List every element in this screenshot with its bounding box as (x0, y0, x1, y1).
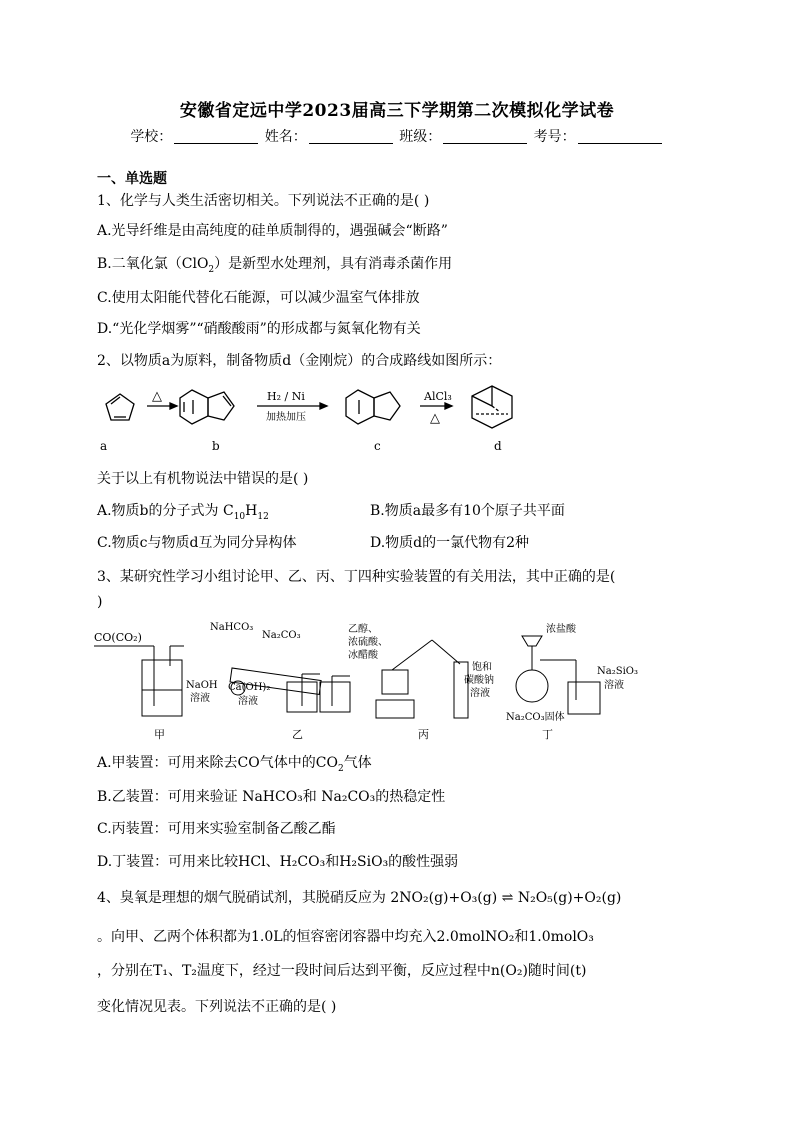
label-b: b (212, 439, 220, 453)
q4-line1: 4、臭氧是理想的烟气脱硝试剂，其脱硝反应为 2NO₂(g)+O₃(g) ⇌ N₂O₅(g)+O₂(g) (97, 890, 622, 906)
class-field[interactable] (443, 129, 527, 144)
q1b-sub: 2 (208, 264, 215, 275)
number-label: 考号： (533, 129, 576, 145)
cyclopentadiene-ring (106, 394, 134, 420)
jia-naoh: NaOH (186, 680, 218, 691)
q3a-pre: A.甲装置：可用来除去CO气体中的CO (97, 755, 338, 771)
q1b-pre: B.二氧化氯（ (97, 256, 182, 272)
yi-label: 乙 (292, 728, 303, 741)
bing-r3: 冰醋酸 (348, 650, 378, 661)
apparatus-figure (92, 616, 692, 744)
q1-stem: 1、化学与人类生活密切相关。下列说法不正确的是( ) (97, 193, 430, 209)
label-a: a (100, 439, 108, 453)
yi-na2co3: Na₂CO₃ (262, 630, 301, 641)
scheme-arrow3-cond: △ (430, 411, 440, 426)
yi-caoh: Ca(OH)₂ (228, 682, 271, 693)
school-field[interactable] (174, 129, 258, 144)
ding-na2sio3: Na₂SiO₃ (597, 666, 638, 677)
bing-bh2: 碳酸钠 (464, 675, 494, 686)
number-field[interactable] (578, 129, 662, 144)
q4-line4: 变化情况见表。下列说法不正确的是( ) (97, 999, 337, 1015)
label-d: d (494, 439, 502, 453)
name-label: 姓名： (264, 129, 307, 145)
scheme-arrow3-label: AlCl₃ (424, 390, 452, 403)
jia-bottle (142, 660, 182, 716)
jia-solution: 溶液 (190, 693, 210, 704)
yi-nahco3: NaHCO₃ (210, 622, 254, 633)
q3a-post: 气体 (343, 755, 372, 771)
q3a-sub: 2 (337, 763, 344, 774)
class-label: 班级： (399, 129, 442, 145)
q4-line2: 。向甲、乙两个体积都为1.0L的恒容密闭容器中均充入2.0molNO₂和1.0molO₃ (97, 929, 594, 945)
q3-option-c: C.丙装置：可用来实验室制备乙酸乙酯 (97, 821, 336, 837)
q1-option-a: A.光导纤维是由高纯度的硅单质制得的，遇强碱会“断路” (97, 223, 448, 239)
q3-option-b: B.乙装置：可用来验证 NaHCO₃和 Na₂CO₃的热稳定性 (97, 789, 446, 805)
ding-solid: Na₂CO₃固体 (506, 712, 565, 723)
bing-r1: 乙醇、 (348, 624, 378, 635)
bing-label: 丙 (418, 728, 429, 741)
c-left (346, 390, 374, 424)
scheme-arrow2-label: H₂ / Ni (267, 390, 305, 403)
c-right (374, 392, 400, 420)
q2-option-d: D.物质d的一氯代物有2种 (370, 535, 530, 551)
school-label: 学校： (130, 129, 173, 145)
q2a-pre: A.物质b的分子式为 C (97, 503, 234, 519)
q1-option-b (97, 253, 452, 275)
page-title: 安徽省定远中学2023届高三下学期第二次模拟化学试卷 (179, 101, 615, 121)
q2-option-c: C.物质c与物质d互为同分异构体 (97, 535, 297, 551)
q4-line3: ，分别在T₁、T₂温度下，经过一段时间后达到平衡，反应过程中n(O₂)随时间(t) (97, 963, 587, 979)
ding-flask (516, 670, 548, 702)
q1b-formula: ClO (181, 256, 209, 272)
bing-bh1: 饱和 (472, 662, 492, 673)
bing-r2: 浓硫酸、 (348, 637, 388, 648)
jia-label: 甲 (154, 728, 165, 741)
jia-gas-label: CO(CO₂) (94, 631, 142, 644)
q2a-s2: 12 (257, 511, 269, 522)
q2-stem: 2、以物质a为原料，制备物质d（金刚烷）的合成路线如图所示： (97, 353, 502, 369)
scheme-arrow1-label: △ (152, 389, 162, 404)
yi-solution: 溶液 (238, 696, 258, 707)
ding-label: 丁 (542, 728, 553, 741)
q1b-post: ）是新型水处理剂，具有消毒杀菌作用 (214, 256, 453, 272)
section-heading: 一、单选题 (97, 171, 167, 187)
label-c: c (374, 439, 381, 453)
bing-flask (382, 670, 408, 694)
q1-option-c: C.使用太阳能代替化石能源，可以减少温室气体排放 (97, 290, 420, 306)
name-field[interactable] (309, 129, 393, 144)
q3-option-d: D.丁装置：可用来比较HCl、H₂CO₃和H₂SiO₃的酸性强弱 (97, 854, 459, 870)
q2-option-a (97, 500, 269, 522)
ding-hcl: 浓盐酸 (546, 624, 576, 635)
q2a-mid: H (245, 503, 258, 519)
bing-bh3: 溶液 (470, 688, 490, 699)
q2-option-b: B.物质a最多有10个原子共平面 (370, 503, 565, 519)
q2a-s1: 10 (233, 511, 246, 522)
dicyclopentadiene-right (208, 392, 234, 420)
scheme-arrow2-cond: 加热加压 (266, 412, 306, 423)
q3-stem: 3、某研究性学习小组讨论甲、乙、丙、丁四种实验装置的有关用法，其中正确的是( (97, 569, 616, 585)
q1-option-d: D.“光化学烟雾”“硝酸酸雨”的形成都与氮氧化物有关 (97, 321, 421, 337)
q3-option-a (97, 752, 372, 774)
synthesis-scheme (92, 378, 562, 458)
q3-stem-close: ) (97, 594, 103, 610)
ding-solution: 溶液 (604, 680, 624, 691)
student-info (0, 126, 794, 146)
q2-ask: 关于以上有机物说法中错误的是( ) (97, 471, 309, 487)
